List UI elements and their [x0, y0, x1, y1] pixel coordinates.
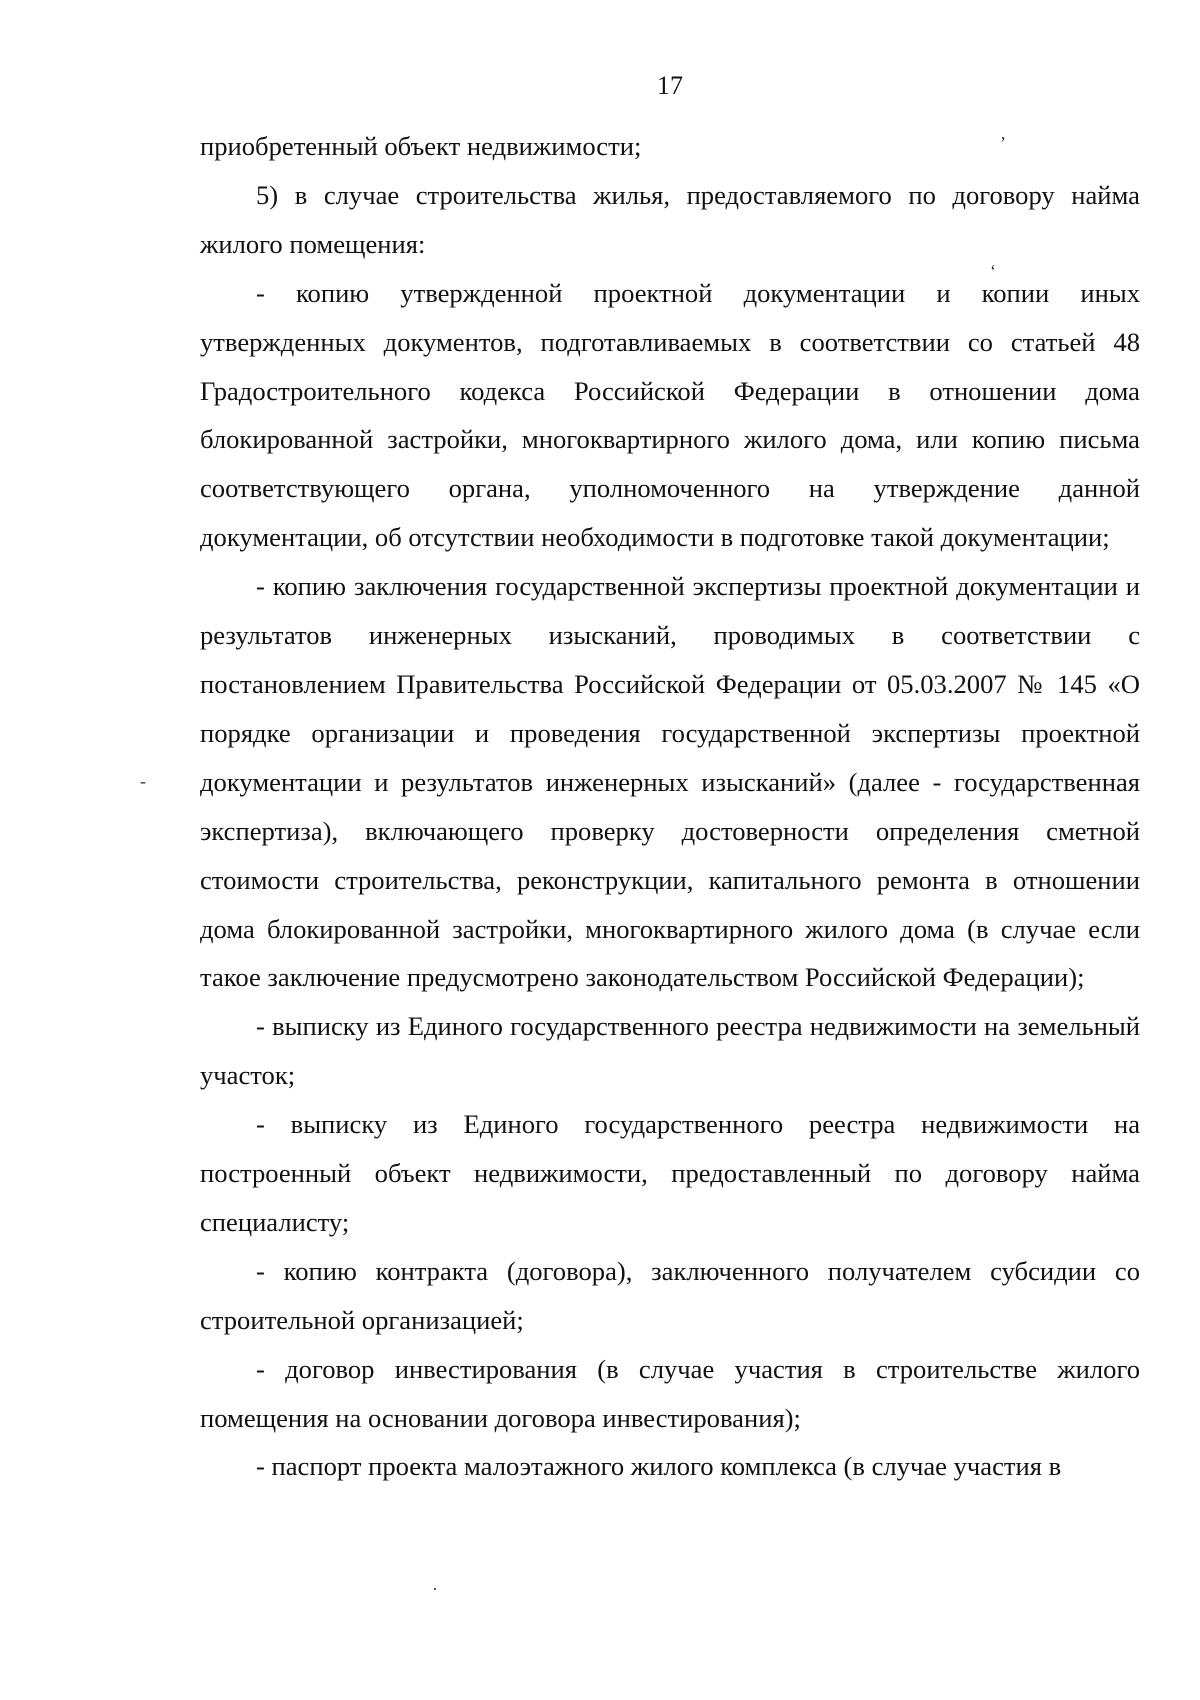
paragraph-continuation: приобретенный объект недвижимости; [200, 131, 642, 161]
paragraph-state-expertise: - копию заключения государственной экспертизы проектной документации и результатов инженерных изысканий, проводимых в соответствии с постановлением Правительства Российской Федерации от 05.03.2007 № 145 «О порядке организации и проведения государственной экспертизы проектной документации и результатов инженерных изысканий» (далее - государственная экспертиза), включающего проверку достоверности определения сметной стоимости строительства, реконструкции, капитального ремонта в отношении дома блокированной застройки, многоквартирного жилого дома (в случае если такое заключение предусмотрено законодательством Российской Федерации); [200, 571, 1140, 993]
page-number: 17 [657, 71, 683, 100]
paragraph-investment-agreement: - договор инвестирования (в случае участия в строительстве жилого помещения на основании договора инвестирования); [200, 1353, 1140, 1433]
scan-mark: · [432, 1579, 438, 1599]
scan-mark: ʼ [1000, 133, 1006, 153]
paragraph-project-documentation: - копию утвержденной проектной документации и копии иных утвержденных документов, подготавливаемых в соответствии со статьей 48 Градостроительного кодекса Российской Федерации в отношении дома блокированной застройки, многоквартирного жилого дома, или копию письма соответствующего органа, уполномоченного на утверждение данной документации, об отсутствии необходимости в подготовке такой документации; [200, 277, 1140, 553]
paragraph-item-5: 5) в случае строительства жилья, предоставляемого по договору найма жилого помещения: [200, 179, 1140, 259]
paragraph-building-extract: - выписку из Единого государственного реестра недвижимости на построенный объект недвижимости, предоставленный по договору найма специалисту; [200, 1109, 1140, 1237]
document-body [200, 122, 1140, 1491]
paragraph-contract-copy: - копию контракта (договора), заключенного получателем субсидии со строительной организацией; [200, 1255, 1140, 1335]
scan-mark: - [140, 771, 146, 791]
paragraph-land-extract: - выписку из Единого государственного реестра недвижимости на земельный участок; [200, 1011, 1140, 1091]
scan-mark: ʻ [990, 261, 996, 281]
paragraph-project-passport: - паспорт проекта малоэтажного жилого комплекса (в случае участия в [256, 1451, 1062, 1482]
